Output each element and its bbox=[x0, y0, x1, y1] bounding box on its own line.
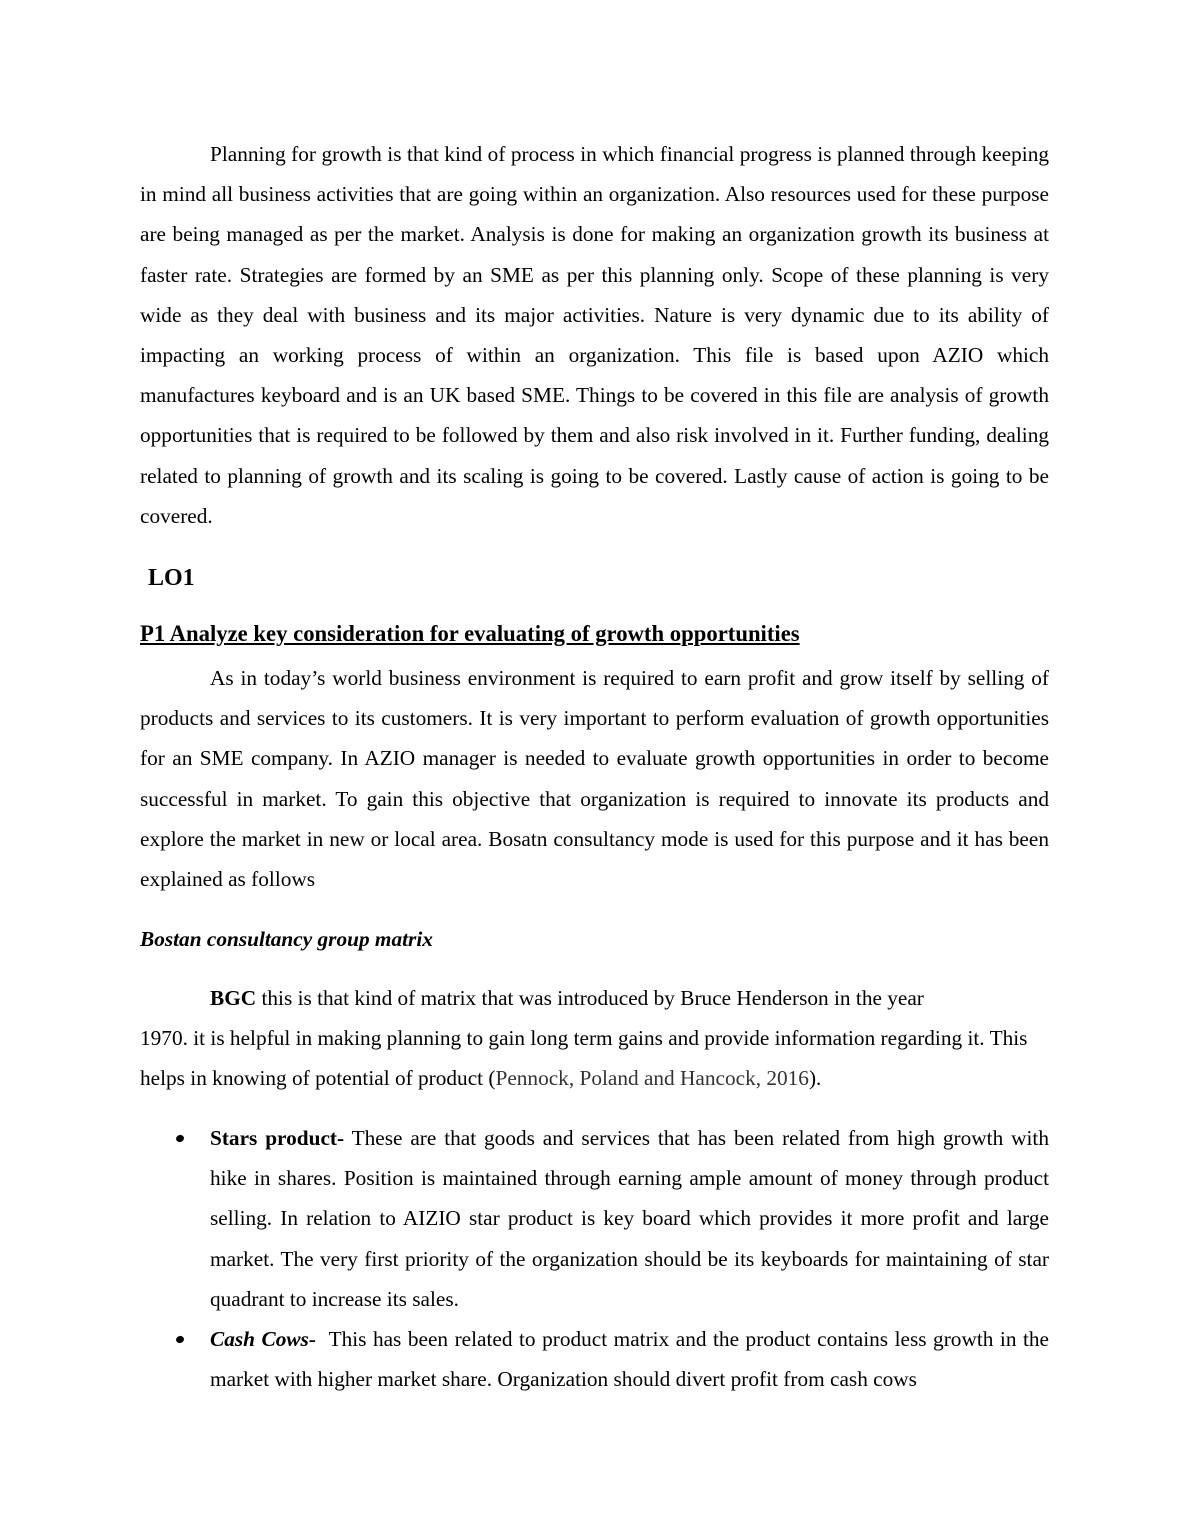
bgc-lead: BGC bbox=[210, 986, 257, 1010]
bgc-text: 1970. it is helpful in making planning to gain long term gains and provide information regarding it. This helps in knowing of potential of product ( bbox=[140, 1026, 1028, 1091]
bullet-icon bbox=[175, 1335, 185, 1344]
bullet-label: Cash Cows- bbox=[210, 1327, 316, 1352]
bgc-paragraph bbox=[140, 978, 1049, 1099]
p1-paragraph: As in today’s world business environment is required to earn profit and grow itself by selling of products and services to its customers. It is very important to perform evaluation of growth opportunities for an SME company. In AZIO manager is needed to evaluate growth opportunities in order to become successful in market. To gain this objective that organization is required to innovate its products and explore the market in new or local area. Bosatn consultancy mode is used for this purpose and it has been explained as follows bbox=[140, 666, 1049, 892]
intro-paragraph: Planning for growth is that kind of process in which financial progress is planned through keeping in mind all business activities that are going within an organization. Also resources used for these purpose are being managed as per the market. Analysis is done for making an organization growth its business at faster rate. Strategies are formed by an SME as per this planning only. Scope of these planning is very wide as they deal with business and its major activities. Nature is very dynamic due to its ability of impacting an working process of within an organization. This file is based upon AZIO which manufactures keyboard and is an UK based SME. Things to be covered in this file are analysis of growth opportunities that is required to be followed by them and also risk involved in it. Further funding, dealing related to planning of growth and its scaling is going to be covered. Lastly cause of action is going to be covered. bbox=[140, 142, 1049, 528]
list-item-stars bbox=[140, 1118, 1049, 1319]
bgc-text-end: ). bbox=[808, 1066, 822, 1091]
p1-heading: P1 Analyze key consideration for evaluating of growth opportunities bbox=[140, 621, 800, 646]
bullet-text: These are that goods and services that has been related from high growth with hike in shares. Position is maintained through earning ample amount of money through product selling. In relation to AIZIO star product is key board which provides it more profit and large market. The very first priority of the organization should be its keyboards for maintaining of star quadrant to increase its sales. bbox=[210, 1126, 1049, 1311]
lo1-heading: LO1 bbox=[148, 565, 195, 591]
bcg-bullet-list bbox=[140, 1118, 1055, 1399]
list-item-cash-cows bbox=[140, 1319, 1055, 1399]
bgc-line1: this is that kind of matrix that was introduced by Bruce Henderson in the year bbox=[256, 986, 924, 1010]
bullet-label: Stars product- bbox=[210, 1126, 345, 1150]
bcg-matrix-heading: Bostan consultancy group matrix bbox=[140, 927, 433, 951]
citation: Pennock, Poland and Hancock, 2016 bbox=[495, 1066, 809, 1091]
document-page bbox=[140, 134, 1055, 1392]
bullet-text: This has been related to product matrix and the product contains less growth in the market with higher market share. Organization should divert profit from cash cows bbox=[210, 1327, 1055, 1392]
bullet-icon bbox=[175, 1134, 185, 1143]
